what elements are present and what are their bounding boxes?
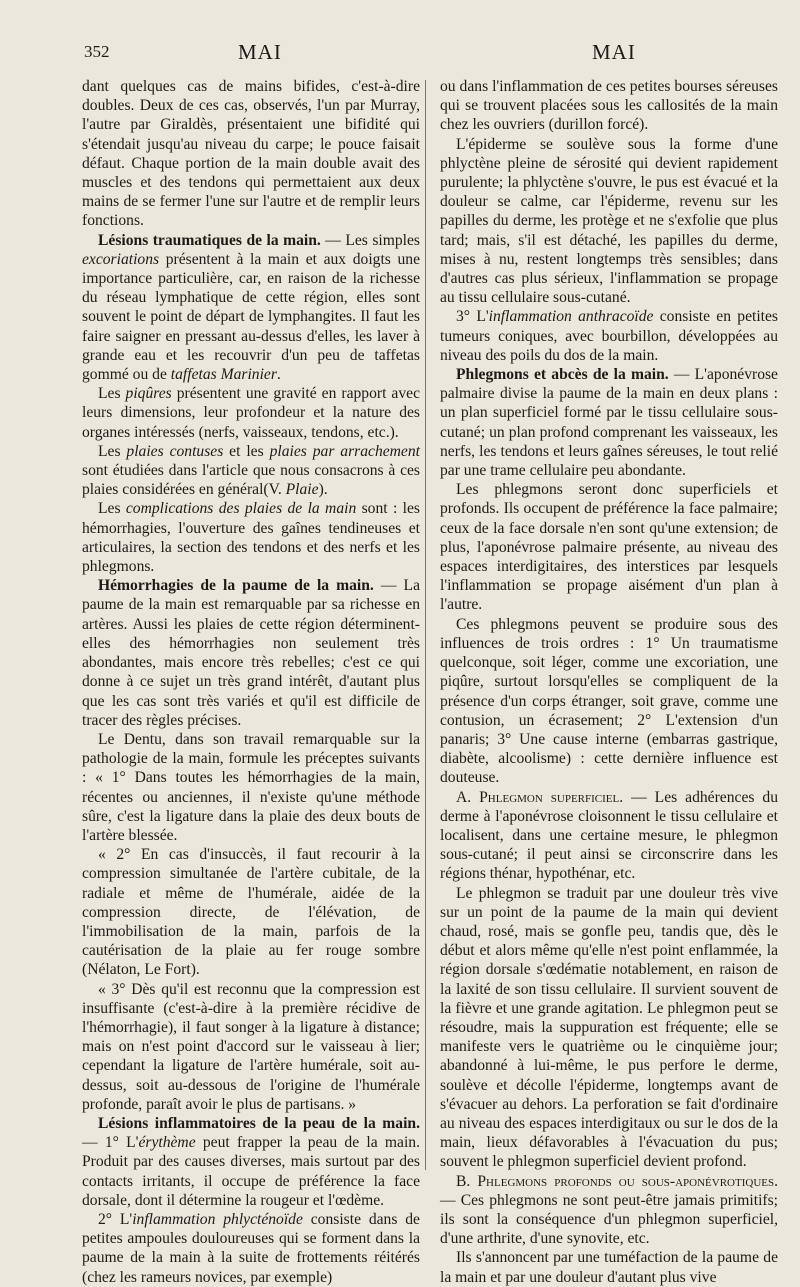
page-number: 352 (84, 42, 110, 61)
paragraph: dant quelques cas de mains bifides, c'est-à-dire doubles. Deux de ces cas, observés, l'un par Murray, l'autre par Giraldès, présentaient une bifidité qui s'étendait jusqu'au niveau du carpe; le pouce faisait défaut. Chaque portion de la main double avait des muscles et des tendons qui permettaient aux deux mains de se fermer l'une sur l'autre et de remplir leurs fonctions. (82, 78, 420, 230)
paragraph: ou dans l'inflammation de ces petites bourses séreuses qui se trouvent placées sous les callosités de la main chez les ouvriers (durillon forcé). (440, 78, 778, 134)
section-heading: Lésions inflammatoires de la peau de la main. (98, 1114, 420, 1132)
paragraph: A. Phlegmon superficiel. — Les adhérences du derme à l'aponévrose cloisonnent le tissu cellulaire et localisent, dans une certaine mesure, le phlegmon sous-cutané; il peut ainsi se circonscrire dans les régions thénar, hypothénar, etc. (440, 788, 778, 883)
section-heading: Lésions traumatiques de la main. (98, 231, 321, 249)
paragraph: Le phlegmon se traduit par une douleur très vive sur un point de la paume de la main qui devient chaud, rosé, mais se gonfle peu, tandis que, dès le début et alors même qu'elle n'est point enflammée, la région dorsale s'œdématie notablement, en raison de la laxité de son tissu cellulaire. Il survient souvent de la fièvre et une grande agitation. Le phlegmon peut se résoudre, mais la suppuration est fréquente; elle se manifeste vers le quatrième ou le cinquième jour; abandonné à lui-même, le pus perfore le derme, soulève et décolle l'épiderme, longtemps avant de s'évacuer au dehors. La perforation se fait d'ordinaire au niveau des espaces interdigitaux ou sur le dos de la main, lieux défavorables à l'évacuation du pus; souvent le phlegmon superficiel devient profond. (440, 884, 778, 1171)
running-head-right: MAI (592, 40, 636, 64)
subsection-heading: A. Phlegmon superficiel. (456, 788, 624, 806)
paragraph: « 3° Dès qu'il est reconnu que la compression est insuffisante (c'est-à-dire à la première récidive de l'hémorrhagie), il faut songer à la ligature à distance; mais on n'est point d'accord sur le vaisseau à lier; cependant la ligature de l'artère humérale, soit au-dessus, soit au-dessous de l'origine de l'humérale profonde, paraît avoir le plus de partisans. » (82, 980, 420, 1113)
paragraph: 3° L'inflammation anthracoïde consiste en petites tumeurs coniques, avec bourbillon, développées au niveau des poils du dos de la main. (440, 308, 778, 364)
paragraph: B. Phlegmons profonds ou sous-aponévrotiques. — Ces phlegmons ne sont peut-être jamais primitifs; ils sont la conséquence d'un phlegmon superficiel, d'une arthrite, d'une synovite, etc. (440, 1172, 778, 1248)
paragraph: Les complications des plaies de la main sont : les hémorrhagies, l'ouverture des gaînes tendineuses et articulaires, la section des tendons et des nerfs et les phlegmons. (82, 500, 420, 576)
paragraph: Les phlegmons seront donc superficiels et profonds. Ils occupent de préférence la face palmaire; ceux de la face dorsale n'en sont qu'une extension; de plus, l'aponévrose palmaire présente, au niveau des espaces interdigitaires, des interstices par lesquels l'inflammation se propage aisément d'un plan à l'autre. (440, 481, 778, 614)
left-column (82, 77, 420, 1287)
paragraph: Lésions traumatiques de la main. — Les simples excoriations présentent à la main et aux doigts une importance particulière, car, en raison de la richesse du réseau lymphatique de cette région, elles sont souvent le point de départ de lymphangites. Il faut les faire saigner en pressant au-dessus d'elles, les laver à grande eau et les recouvrir d'un peu de taffetas gommé ou de taffetas Marinier. (82, 231, 420, 384)
section-heading: Phlegmons et abcès de la main. (456, 366, 669, 384)
paragraph: Les plaies contuses et les plaies par arrachement sont étudiées dans l'article que nous consacrons à ces plaies considérées en général(V. Plaie). (82, 442, 420, 499)
page-header (0, 40, 800, 70)
paragraph: 2° L'inflammation phlycténoïde consiste dans de petites ampoules douloureuses qui se forment dans la paume de la main à la suite de frottements réitérés (chez les rameurs novices, par exemple) (82, 1210, 420, 1286)
paragraph: L'épiderme se soulève sous la forme d'une phlyctène pleine de sérosité qui devient rapidement purulente; la phlyctène s'ouvre, le pus est évacué et la douleur se calme, car l'épiderme, revenu sur les papilles du derme, les protège et ne s'exfolie que plus tard; mais, s'il est détaché, les papilles du derme, mises à nu, restent longtemps très sensibles; dans d'autres cas plus sérieux, l'inflammation se propage au tissu cellulaire sous-cutané. (440, 135, 778, 307)
section-heading: Hémorrhagies de la paume de la main. (98, 577, 374, 595)
paragraph: Ces phlegmons peuvent se produire sous des influences de trois ordres : 1° Un traumatisme quelconque, soit léger, comme une excoriation, une piqûre, surtout lorsqu'elles se compliquent de la présence d'un corps étranger, soit grave, comme une contusion, un écrasement; 2° L'extension d'un panaris; 3° Une cause interne (embarras gastrique, diabète, alcoolisme) : cette dernière influence est douteuse. (440, 615, 778, 787)
right-column (440, 77, 778, 1287)
paragraph: Phlegmons et abcès de la main. — L'aponévrose palmaire divise la paume de la main en deux plans : un plan superficiel formé par le tissu cellulaire sous-cutané; un plan profond comprenant les vaisseaux, les nerfs, les tendons et leurs gaînes séreuses, le tout relié par une trame cellulaire peu abondante. (440, 366, 778, 480)
paragraph: Les piqûres présentent une gravité en rapport avec leurs dimensions, leur profondeur et la nature des organes intéressés (nerfs, vaisseaux, tendons, etc.). (82, 385, 420, 441)
paragraph: Hémorrhagies de la paume de la main. — La paume de la main est remarquable par sa richesse en artères. Aussi les plaies de cette région déterminent-elles des hémorrhagies non seulement très abondantes, mais encore très rebelles; c'est ce qui donne à ce sujet un très grand intérêt, d'autant plus que les cas sont très variés et qu'il est difficile de tracer des règles précises. (82, 577, 420, 729)
subsection-heading: B. Phlegmons profonds ou sous-aponévrotiques. (456, 1172, 778, 1190)
paragraph: Lésions inflammatoires de la peau de la main. — 1° L'érythème peut frapper la peau de la main. Produit par des causes diverses, mais surtout par des contacts irritants, il occupe de préférence la face dorsale, dont il détermine la rougeur et l'œdème. (82, 1114, 420, 1209)
paragraph: Le Dentu, dans son travail remarquable sur la pathologie de la main, formule les préceptes suivants : « 1° Dans toutes les hémorrhagies de la main, récentes ou anciennes, il n'existe qu'une méthode sûre, c'est la ligature dans la plaie des deux bouts de l'artère blessée. (82, 730, 420, 844)
running-head-left: MAI (238, 40, 282, 64)
paragraph: « 2° En cas d'insuccès, il faut recourir à la compression simultanée de l'artère cubitale, de la radiale et même de l'humérale, aidée de la compression directe, de l'élévation, de l'immobilisation de la main, parfois de la cautérisation de la plaie au fer rouge sombre (Nélaton, Le Fort). (82, 846, 420, 979)
column-divider (425, 80, 426, 1170)
paragraph: Ils s'annoncent par une tuméfaction de la paume de la main et par une douleur d'autant plus vive (440, 1249, 778, 1286)
